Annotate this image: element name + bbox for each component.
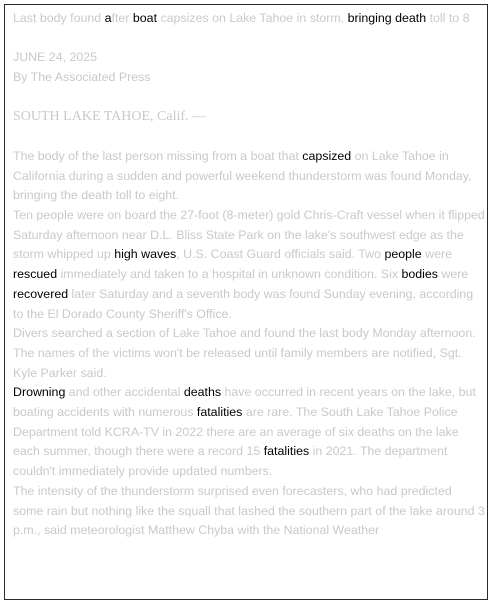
- body-text: , U.S. Coast Guard officials said. Two: [176, 247, 385, 262]
- body-text: Ten people were on board the 27-foot (8-meter) gold Chris-Craft vessel when it flipped Saturday afternoon near D.L. Bliss State Park on the lake's southwest edge as the storm whipped up: [13, 207, 485, 262]
- body-text: have occurred in recent years on the lake, but boating accidents with numerous: [13, 385, 476, 420]
- headline-segment: fter: [111, 11, 133, 25]
- highlighted-text: rescued: [13, 267, 58, 282]
- body-text: Divers searched a section of Lake Tahoe and found the last body Monday afternoon.: [13, 326, 476, 341]
- highlighted-text: fatalities: [196, 405, 243, 420]
- article-headline: [13, 9, 485, 29]
- headline-segment: toll to 8: [426, 11, 470, 25]
- body-text: on Lake Tahoe in California during a sudden and powerful weekend thunderstorm was found Monday, bringing the death toll to eight.: [13, 148, 472, 203]
- article-paragraph: [13, 206, 485, 324]
- body-text: were: [421, 247, 452, 262]
- headline-segment-highlight: boat: [132, 11, 158, 25]
- headline-segment: Last body found: [13, 11, 105, 25]
- body-text: The intensity of the thunderstorm surprised even forecasters, who had predicted some rain but nothing like the squall that lashed the southern part of the lake around 3 p.m., said meteorologist Matthew Chyba with the National Weather: [13, 483, 485, 538]
- spacer: [13, 127, 485, 147]
- article-paragraph: [13, 147, 485, 206]
- headline-segment-highlight: bringing death: [347, 11, 427, 25]
- spacer: [13, 88, 485, 108]
- article-date: JUNE 24, 2025: [13, 50, 98, 65]
- body-text: in 2021. The department couldn't immediately provide updated numbers.: [13, 444, 448, 479]
- article-byline: By The Associated Press: [13, 70, 151, 85]
- body-text: are rare. The South Lake Tahoe Police Department told KCRA-TV in 2022 there are an average of six deaths on the lake each summer, though there were a record 15: [13, 405, 459, 459]
- body-text: immediately and taken to a hospital in unknown condition. Six: [57, 267, 402, 282]
- highlighted-text: high waves: [114, 247, 177, 262]
- article-paragraph: [13, 324, 485, 344]
- body-text: later Saturday and a seventh body was found Sunday evening, according to the El Dorado County Sheriff's Office.: [13, 286, 474, 321]
- spacer: [13, 29, 485, 49]
- highlighted-text: fatalities: [263, 444, 310, 459]
- highlighted-text: bodies: [401, 267, 438, 282]
- article-body: [13, 147, 485, 541]
- article-paragraph: [13, 383, 485, 482]
- body-text: and other accidental: [65, 385, 184, 400]
- body-text: The names of the victims won't be released until family members are notified, Sgt. Kyle Parker said.: [13, 345, 462, 380]
- document-page: [4, 4, 488, 600]
- highlighted-text: Drowning: [13, 385, 66, 400]
- headline-segment-highlight: a: [104, 11, 112, 25]
- body-text: The body of the last person missing from a boat that: [13, 148, 303, 163]
- highlighted-text: capsized: [302, 148, 352, 163]
- article-paragraph: [13, 482, 485, 541]
- article-paragraph: [13, 344, 485, 383]
- body-text: were: [438, 267, 469, 282]
- highlighted-text: people: [384, 247, 422, 262]
- article: [13, 9, 485, 541]
- article-dateline: SOUTH LAKE TAHOE, Calif. —: [13, 109, 207, 125]
- highlighted-text: recovered: [13, 286, 69, 301]
- highlighted-text: deaths: [183, 385, 222, 400]
- headline-segment: capsizes on Lake Tahoe in storm,: [157, 11, 348, 25]
